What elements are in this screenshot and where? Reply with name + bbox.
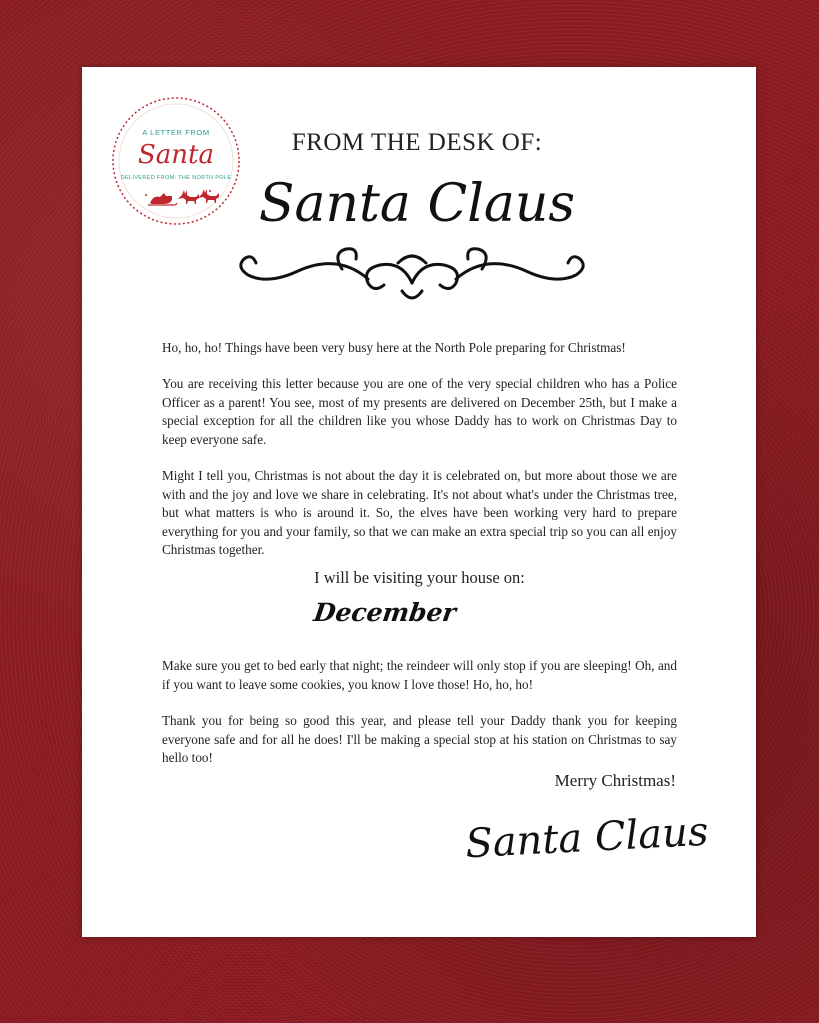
desk-title: FROM THE DESK OF: bbox=[291, 129, 543, 156]
letter-paragraph-4: Make sure you get to bed early that night; the reindeer will only stop if you are sleeping! Oh, and if you want to leave some cookies, you know I love those! Ho, ho, ho! bbox=[162, 658, 677, 692]
signature-text: Santa Claus bbox=[464, 808, 710, 868]
header-santa-name bbox=[252, 157, 582, 247]
letter-paragraph-5: Thank you for being so good this year, and please tell your Daddy thank you for keeping everyone safe and for all he does! I'll be making a special stop at his station on Christmas to say hello too! bbox=[162, 713, 677, 766]
stamp-bottom-text: DELIVERED FROM: THE NORTH POLE bbox=[120, 175, 232, 181]
header-name-text: Santa Claus bbox=[258, 174, 576, 234]
letter-from-santa-stamp bbox=[110, 95, 242, 227]
letter-page bbox=[82, 67, 756, 937]
closing-line: Merry Christmas! bbox=[554, 771, 676, 790]
stamp-name: Santa bbox=[137, 140, 215, 170]
letter-paragraph-1: Ho, ho, ho! Things have been very busy here at the North Pole preparing for Christmas! bbox=[162, 340, 626, 355]
visit-line: I will be visiting your house on: bbox=[314, 568, 525, 587]
letter-paragraph-2: You are receiving this letter because you are one of the very special children who has a Police Officer as a parent! You see, most of my presents are delivered on December 25th, but I make a special exception for all the children like you whose Daddy has to work on Christmas Day to keep everyone safe. bbox=[162, 376, 677, 447]
stamp-top-text: A LETTER FROM bbox=[142, 128, 210, 137]
visit-month: December bbox=[311, 598, 458, 627]
santa-signature bbox=[464, 801, 710, 871]
ornamental-flourish-divider bbox=[222, 243, 602, 305]
letter-paragraph-3: Might I tell you, Christmas is not about the day it is celebrated on, but more about those we are with and the joy and love we share in celebrating. It's not about what's under the Christmas tree, but what matters is who is around it. So, the elves have been working very hard to prepare everything for you and your family, so that we can make an extra special trip so you can all enjoy Christmas together. bbox=[162, 468, 677, 558]
